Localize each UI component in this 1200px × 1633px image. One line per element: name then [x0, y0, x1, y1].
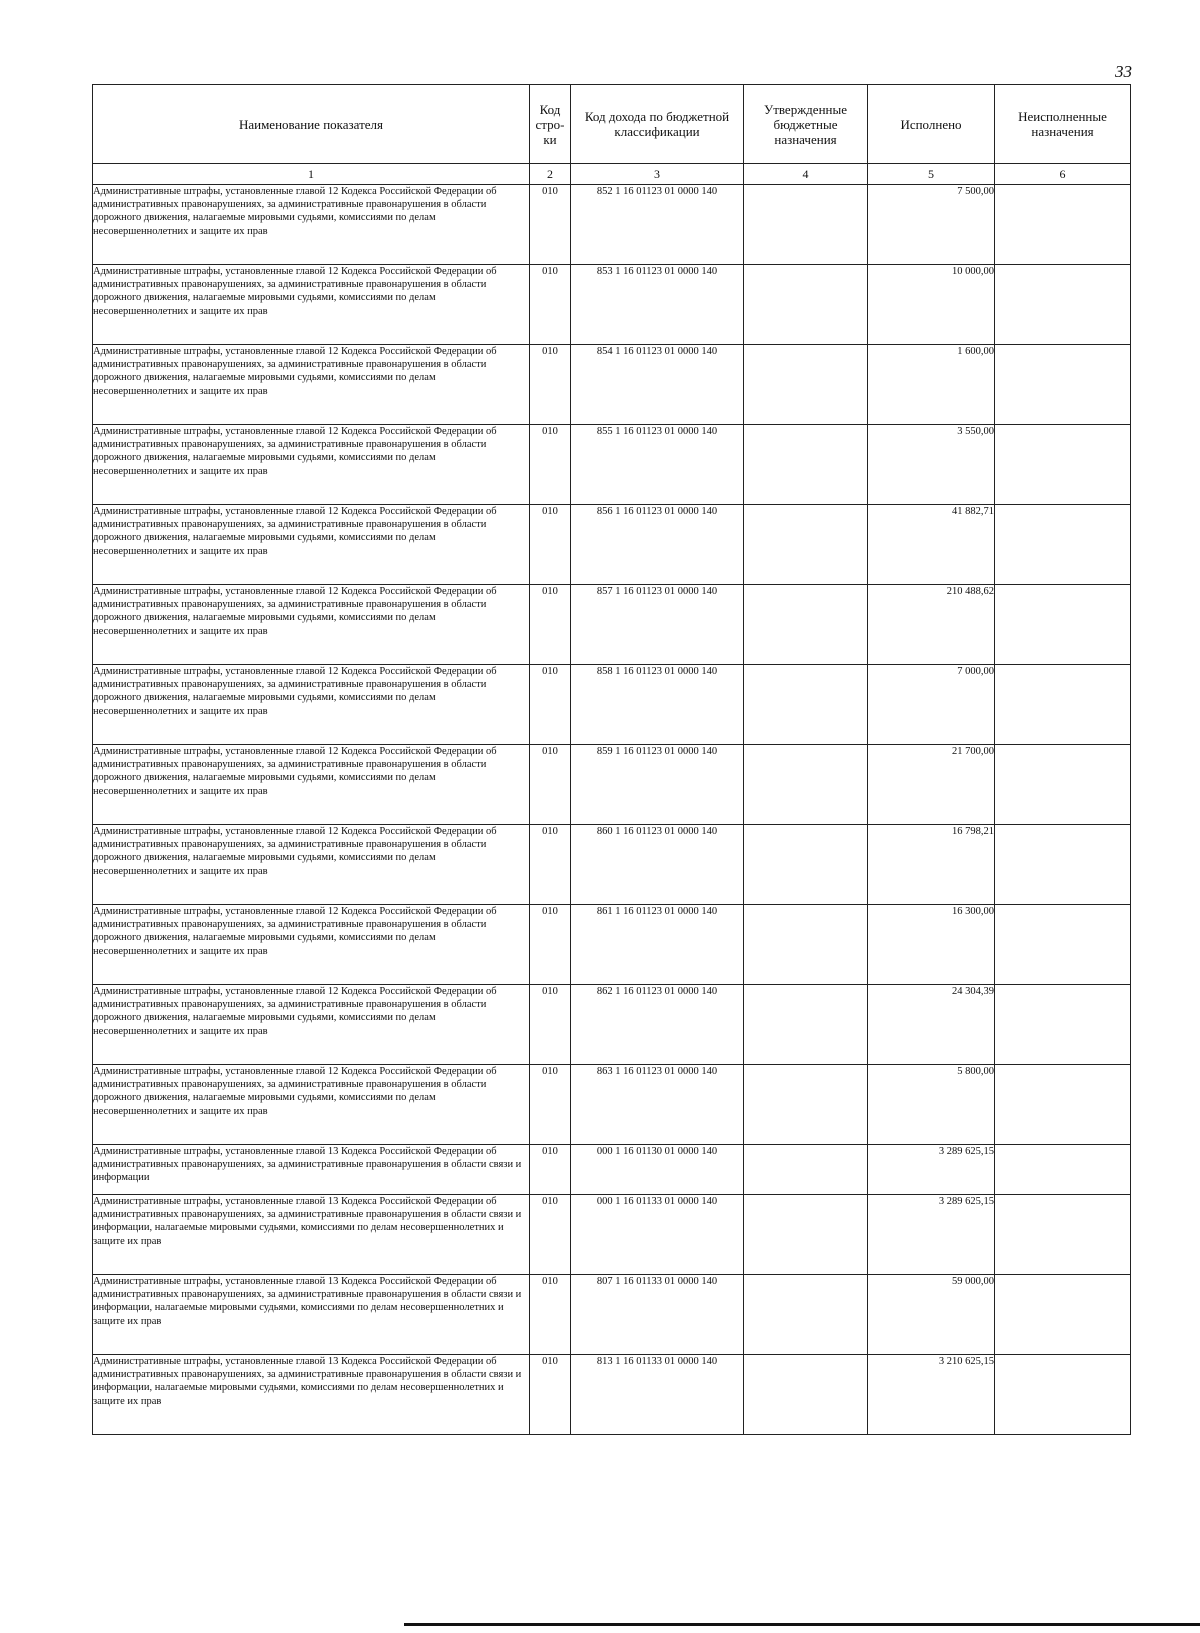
budget-execution-table	[92, 84, 1131, 1435]
row-line-code: 010	[530, 345, 571, 425]
row-unexecuted	[995, 345, 1131, 425]
table-row	[93, 985, 1131, 1065]
header-line-code: Код стро-ки	[530, 85, 571, 164]
row-unexecuted	[995, 505, 1131, 585]
row-line-code: 010	[530, 665, 571, 745]
row-line-code: 010	[530, 985, 571, 1065]
row-name: Административные штрафы, установленные главой 13 Кодекса Российской Федерации об административных правонарушениях, за административные правонарушения в области связи и информации, налагаемые мировыми судьями, комиссиями по делам несовершеннолетних и защите их прав	[93, 1275, 530, 1355]
table-row	[93, 185, 1131, 265]
row-unexecuted	[995, 905, 1131, 985]
row-approved	[744, 1065, 868, 1145]
row-income-code: 000 1 16 01130 01 0000 140	[571, 1145, 744, 1195]
row-name: Административные штрафы, установленные главой 13 Кодекса Российской Федерации об административных правонарушениях, за административные правонарушения в области связи и информации, налагаемые мировыми судьями, комиссиями по делам несовершеннолетних и защите их прав	[93, 1355, 530, 1435]
row-approved	[744, 505, 868, 585]
row-income-code: 857 1 16 01123 01 0000 140	[571, 585, 744, 665]
row-name: Административные штрафы, установленные главой 12 Кодекса Российской Федерации об административных правонарушениях, за административные правонарушения в области дорожного движения, налагаемые мировыми судьями, комиссиями по делам несовершеннолетних и защите их прав	[93, 345, 530, 425]
row-executed: 3 210 625,15	[868, 1355, 995, 1435]
column-number: 1	[93, 164, 530, 185]
row-line-code: 010	[530, 505, 571, 585]
row-unexecuted	[995, 745, 1131, 825]
row-approved	[744, 1275, 868, 1355]
row-approved	[744, 665, 868, 745]
row-line-code: 010	[530, 265, 571, 345]
row-approved	[744, 1145, 868, 1195]
row-income-code: 858 1 16 01123 01 0000 140	[571, 665, 744, 745]
row-executed: 41 882,71	[868, 505, 995, 585]
table-row	[93, 265, 1131, 345]
row-income-code: 852 1 16 01123 01 0000 140	[571, 185, 744, 265]
row-unexecuted	[995, 665, 1131, 745]
row-unexecuted	[995, 825, 1131, 905]
row-unexecuted	[995, 985, 1131, 1065]
row-line-code: 010	[530, 1275, 571, 1355]
table-row	[93, 505, 1131, 585]
header-executed: Исполнено	[868, 85, 995, 164]
table-row	[93, 1145, 1131, 1195]
row-executed: 7 500,00	[868, 185, 995, 265]
row-name: Административные штрафы, установленные главой 12 Кодекса Российской Федерации об административных правонарушениях, за административные правонарушения в области дорожного движения, налагаемые мировыми судьями, комиссиями по делам несовершеннолетних и защите их прав	[93, 665, 530, 745]
row-income-code: 863 1 16 01123 01 0000 140	[571, 1065, 744, 1145]
row-approved	[744, 1195, 868, 1275]
table-row	[93, 1275, 1131, 1355]
table-row	[93, 425, 1131, 505]
row-name: Административные штрафы, установленные главой 13 Кодекса Российской Федерации об административных правонарушениях, за административные правонарушения в области связи и информации, налагаемые мировыми судьями, комиссиями по делам несовершеннолетних и защите их прав	[93, 1195, 530, 1275]
row-income-code: 853 1 16 01123 01 0000 140	[571, 265, 744, 345]
row-income-code: 856 1 16 01123 01 0000 140	[571, 505, 744, 585]
table-row	[93, 1065, 1131, 1145]
row-unexecuted	[995, 425, 1131, 505]
row-name: Административные штрафы, установленные главой 12 Кодекса Российской Федерации об административных правонарушениях, за административные правонарушения в области дорожного движения, налагаемые мировыми судьями, комиссиями по делам несовершеннолетних и защите их прав	[93, 1065, 530, 1145]
row-name: Административные штрафы, установленные главой 13 Кодекса Российской Федерации об административных правонарушениях, за административные правонарушения в области связи и информации	[93, 1145, 530, 1195]
row-unexecuted	[995, 1275, 1131, 1355]
row-line-code: 010	[530, 745, 571, 825]
column-number: 4	[744, 164, 868, 185]
row-income-code: 862 1 16 01123 01 0000 140	[571, 985, 744, 1065]
table-row	[93, 585, 1131, 665]
row-approved	[744, 265, 868, 345]
row-executed: 3 289 625,15	[868, 1145, 995, 1195]
row-name: Административные штрафы, установленные главой 12 Кодекса Российской Федерации об административных правонарушениях, за административные правонарушения в области дорожного движения, налагаемые мировыми судьями, комиссиями по делам несовершеннолетних и защите их прав	[93, 185, 530, 265]
row-approved	[744, 985, 868, 1065]
row-executed: 59 000,00	[868, 1275, 995, 1355]
table-row	[93, 905, 1131, 985]
row-income-code: 854 1 16 01123 01 0000 140	[571, 345, 744, 425]
row-unexecuted	[995, 1195, 1131, 1275]
column-number: 2	[530, 164, 571, 185]
row-approved	[744, 345, 868, 425]
row-name: Административные штрафы, установленные главой 12 Кодекса Российской Федерации об административных правонарушениях, за административные правонарушения в области дорожного движения, налагаемые мировыми судьями, комиссиями по делам несовершеннолетних и защите их прав	[93, 585, 530, 665]
column-number: 3	[571, 164, 744, 185]
row-unexecuted	[995, 185, 1131, 265]
row-unexecuted	[995, 1145, 1131, 1195]
row-line-code: 010	[530, 905, 571, 985]
row-approved	[744, 185, 868, 265]
table-row	[93, 745, 1131, 825]
row-line-code: 010	[530, 1195, 571, 1275]
row-line-code: 010	[530, 185, 571, 265]
header-unexecuted: Неисполненные назначения	[995, 85, 1131, 164]
row-name: Административные штрафы, установленные главой 12 Кодекса Российской Федерации об административных правонарушениях, за административные правонарушения в области дорожного движения, налагаемые мировыми судьями, комиссиями по делам несовершеннолетних и защите их прав	[93, 265, 530, 345]
row-executed: 5 800,00	[868, 1065, 995, 1145]
row-unexecuted	[995, 585, 1131, 665]
row-approved	[744, 905, 868, 985]
row-name: Административные штрафы, установленные главой 12 Кодекса Российской Федерации об административных правонарушениях, за административные правонарушения в области дорожного движения, налагаемые мировыми судьями, комиссиями по делам несовершеннолетних и защите их прав	[93, 985, 530, 1065]
row-executed: 16 300,00	[868, 905, 995, 985]
row-line-code: 010	[530, 585, 571, 665]
row-income-code: 000 1 16 01133 01 0000 140	[571, 1195, 744, 1275]
row-income-code: 860 1 16 01123 01 0000 140	[571, 825, 744, 905]
row-line-code: 010	[530, 1065, 571, 1145]
row-unexecuted	[995, 1355, 1131, 1435]
row-name: Административные штрафы, установленные главой 12 Кодекса Российской Федерации об административных правонарушениях, за административные правонарушения в области дорожного движения, налагаемые мировыми судьями, комиссиями по делам несовершеннолетних и защите их прав	[93, 425, 530, 505]
column-number: 5	[868, 164, 995, 185]
row-executed: 210 488,62	[868, 585, 995, 665]
row-unexecuted	[995, 1065, 1131, 1145]
row-executed: 3 289 625,15	[868, 1195, 995, 1275]
table-row	[93, 665, 1131, 745]
page-number: 33	[1115, 62, 1132, 81]
row-approved	[744, 745, 868, 825]
row-executed: 7 000,00	[868, 665, 995, 745]
row-line-code: 010	[530, 1145, 571, 1195]
row-approved	[744, 825, 868, 905]
row-executed: 16 798,21	[868, 825, 995, 905]
table-row	[93, 1195, 1131, 1275]
row-approved	[744, 585, 868, 665]
row-income-code: 861 1 16 01123 01 0000 140	[571, 905, 744, 985]
row-approved	[744, 425, 868, 505]
row-executed: 1 600,00	[868, 345, 995, 425]
row-executed: 21 700,00	[868, 745, 995, 825]
row-name: Административные штрафы, установленные главой 12 Кодекса Российской Федерации об административных правонарушениях, за административные правонарушения в области дорожного движения, налагаемые мировыми судьями, комиссиями по делам несовершеннолетних и защите их прав	[93, 745, 530, 825]
table-row	[93, 345, 1131, 425]
row-income-code: 855 1 16 01123 01 0000 140	[571, 425, 744, 505]
table-row	[93, 825, 1131, 905]
row-name: Административные штрафы, установленные главой 12 Кодекса Российской Федерации об административных правонарушениях, за административные правонарушения в области дорожного движения, налагаемые мировыми судьями, комиссиями по делам несовершеннолетних и защите их прав	[93, 905, 530, 985]
row-approved	[744, 1355, 868, 1435]
row-income-code: 859 1 16 01123 01 0000 140	[571, 745, 744, 825]
scan-edge-line	[404, 1623, 1200, 1626]
header-name: Наименование показателя	[93, 85, 530, 164]
row-executed: 10 000,00	[868, 265, 995, 345]
header-approved: Утвержденные бюджетные назначения	[744, 85, 868, 164]
row-executed: 3 550,00	[868, 425, 995, 505]
column-number-row	[93, 164, 1131, 185]
row-line-code: 010	[530, 425, 571, 505]
column-number: 6	[995, 164, 1131, 185]
row-executed: 24 304,39	[868, 985, 995, 1065]
row-name: Административные штрафы, установленные главой 12 Кодекса Российской Федерации об административных правонарушениях, за административные правонарушения в области дорожного движения, налагаемые мировыми судьями, комиссиями по делам несовершеннолетних и защите их прав	[93, 825, 530, 905]
row-income-code: 813 1 16 01133 01 0000 140	[571, 1355, 744, 1435]
header-income-code: Код дохода по бюджетной классификации	[571, 85, 744, 164]
row-income-code: 807 1 16 01133 01 0000 140	[571, 1275, 744, 1355]
table-row	[93, 1355, 1131, 1435]
row-line-code: 010	[530, 1355, 571, 1435]
row-name: Административные штрафы, установленные главой 12 Кодекса Российской Федерации об административных правонарушениях, за административные правонарушения в области дорожного движения, налагаемые мировыми судьями, комиссиями по делам несовершеннолетних и защите их прав	[93, 505, 530, 585]
row-line-code: 010	[530, 825, 571, 905]
row-unexecuted	[995, 265, 1131, 345]
header-row	[93, 85, 1131, 164]
